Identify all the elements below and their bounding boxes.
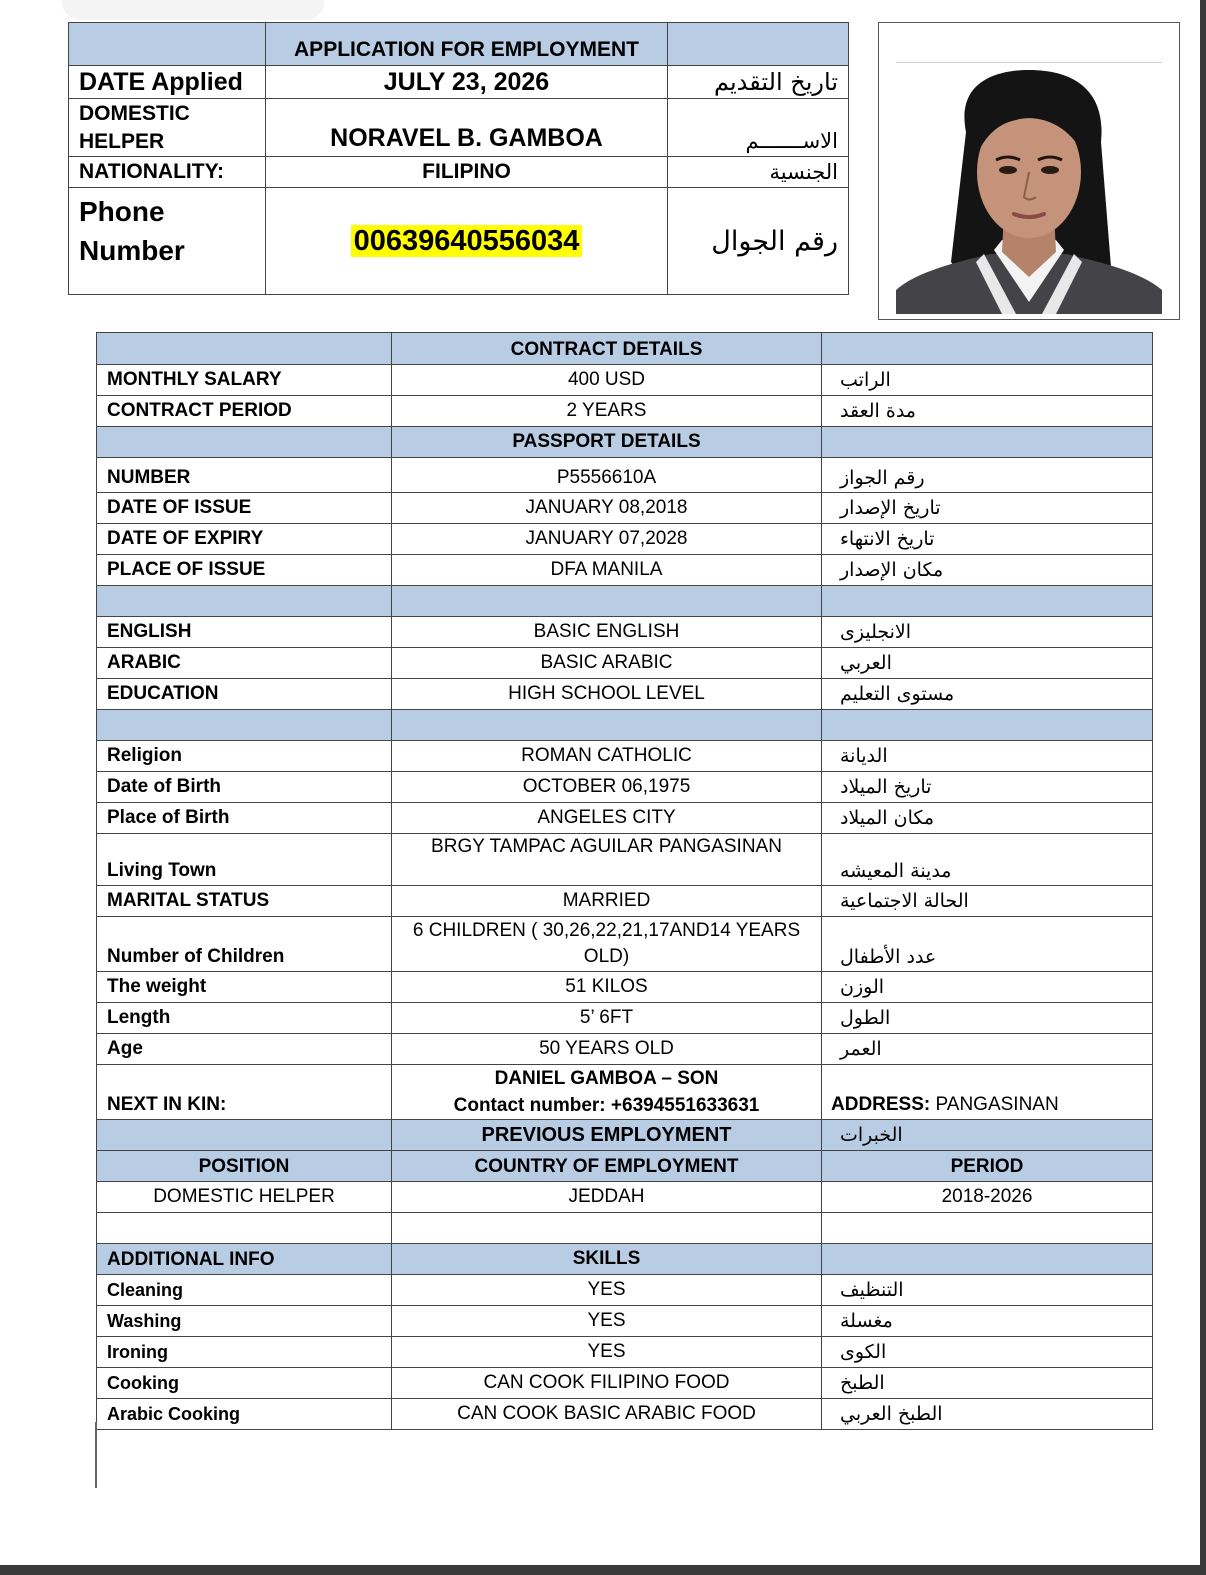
row-arabic: الطبخ العربي xyxy=(822,1399,1153,1430)
row-arabic: مدينة المعيشه xyxy=(822,834,1153,886)
table-row xyxy=(97,396,1153,427)
kin-address-label: ADDRESS: xyxy=(831,1094,931,1115)
phone-row xyxy=(69,188,849,295)
row-label: Arabic Cooking xyxy=(97,1399,392,1430)
row-value: OCTOBER 06,1975 xyxy=(392,772,822,803)
passport-header-row xyxy=(97,427,1153,458)
table-row xyxy=(97,741,1153,772)
row-arabic: مكان الإصدار xyxy=(822,555,1153,586)
row-value: P5556610A xyxy=(392,458,822,493)
row-value: BASIC ENGLISH xyxy=(392,617,822,648)
table-row xyxy=(97,1275,1153,1306)
table-row xyxy=(97,365,1153,396)
contract-header-row xyxy=(97,333,1153,365)
row-value: 6 CHILDREN ( 30,26,22,21,17AND14 YEARS OLD) xyxy=(392,917,822,972)
col-position: POSITION xyxy=(97,1151,392,1182)
row-arabic: مكان الميلاد xyxy=(822,803,1153,834)
row-arabic: الطول xyxy=(822,1003,1153,1034)
row-value: YES xyxy=(392,1275,822,1306)
employment-period: 2018-2026 xyxy=(822,1182,1153,1213)
passport-title: PASSPORT DETAILS xyxy=(392,427,822,458)
row-arabic: الحالة الاجتماعية xyxy=(822,886,1153,917)
date-applied-value: JULY 23, 2026 xyxy=(266,66,668,99)
header-title-row xyxy=(69,23,849,66)
row-label: MARITAL STATUS xyxy=(97,886,392,917)
applicant-photo xyxy=(896,62,1162,314)
row-label: Washing xyxy=(97,1306,392,1337)
date-applied-arabic: تاريخ التقديم xyxy=(668,66,849,99)
row-label: MONTHLY SALARY xyxy=(97,365,392,396)
table-row xyxy=(97,1034,1153,1065)
row-label: ARABIC xyxy=(97,648,392,679)
row-arabic: الديانة xyxy=(822,741,1153,772)
table-row xyxy=(97,555,1153,586)
row-arabic: الطبخ xyxy=(822,1368,1153,1399)
phone-label: Phone Number xyxy=(69,188,266,295)
row-label: DATE OF EXPIRY xyxy=(97,524,392,555)
row-arabic: تاريخ الميلاد xyxy=(822,772,1153,803)
row-arabic: التنظيف xyxy=(822,1275,1153,1306)
table-row xyxy=(97,803,1153,834)
row-label: Religion xyxy=(97,741,392,772)
row-label: The weight xyxy=(97,972,392,1003)
table-row xyxy=(97,1399,1153,1430)
row-arabic: رقم الجواز xyxy=(822,458,1153,493)
name-arabic: الاســـــــم xyxy=(668,99,849,157)
table-row xyxy=(97,493,1153,524)
row-value: BASIC ARABIC xyxy=(392,648,822,679)
row-arabic: تاريخ الإصدار xyxy=(822,493,1153,524)
skills-header-row xyxy=(97,1244,1153,1275)
employment-columns-row xyxy=(97,1151,1153,1182)
row-value: YES xyxy=(392,1337,822,1368)
table-row xyxy=(97,617,1153,648)
employment-position: DOMESTIC HELPER xyxy=(97,1182,392,1213)
blank-blue-row xyxy=(97,586,1153,617)
row-arabic: الانجليزى xyxy=(822,617,1153,648)
row-value: HIGH SCHOOL LEVEL xyxy=(392,679,822,710)
row-label: NUMBER xyxy=(97,458,392,493)
row-label: Cleaning xyxy=(97,1275,392,1306)
row-value: DFA MANILA xyxy=(392,555,822,586)
photo-frame xyxy=(878,22,1180,320)
row-value: BRGY TAMPAC AGUILAR PANGASINAN xyxy=(392,834,822,886)
row-label: Length xyxy=(97,1003,392,1034)
phone-arabic: رقم الجوال xyxy=(668,188,849,295)
employment-header-row xyxy=(97,1120,1153,1151)
table-row xyxy=(97,524,1153,555)
row-arabic: الوزن xyxy=(822,972,1153,1003)
blank-blue-row xyxy=(97,710,1153,741)
date-applied-row xyxy=(69,66,849,99)
nationality-label: NATIONALITY: xyxy=(69,157,266,188)
row-value: JANUARY 08,2018 xyxy=(392,493,822,524)
row-label: ENGLISH xyxy=(97,617,392,648)
kin-address xyxy=(822,1065,1153,1120)
applicant-name: NORAVEL B. GAMBOA xyxy=(266,99,668,157)
row-arabic: مغسلة xyxy=(822,1306,1153,1337)
table-row xyxy=(97,1306,1153,1337)
row-value: 50 YEARS OLD xyxy=(392,1034,822,1065)
row-label: Place of Birth xyxy=(97,803,392,834)
row-value: MARRIED xyxy=(392,886,822,917)
employment-arabic: الخبرات xyxy=(822,1120,1153,1151)
kin-address-value: PANGASINAN xyxy=(930,1094,1059,1115)
table-row xyxy=(97,886,1153,917)
employment-country: JEDDAH xyxy=(392,1182,822,1213)
table-row xyxy=(97,679,1153,710)
col-country: COUNTRY OF EMPLOYMENT xyxy=(392,1151,822,1182)
row-arabic: مستوى التعليم xyxy=(822,679,1153,710)
row-value: YES xyxy=(392,1306,822,1337)
row-value: ROMAN CATHOLIC xyxy=(392,741,822,772)
margin-line xyxy=(95,1422,97,1488)
kin-name: DANIEL GAMBOA – SON xyxy=(494,1068,719,1089)
row-label: Living Town xyxy=(97,834,392,886)
row-value: JANUARY 07,2028 xyxy=(392,524,822,555)
row-label: Age xyxy=(97,1034,392,1065)
row-arabic: الكوى xyxy=(822,1337,1153,1368)
nationality-row xyxy=(69,157,849,188)
phone-cell xyxy=(266,188,668,295)
row-label: Date of Birth xyxy=(97,772,392,803)
col-period: PERIOD xyxy=(822,1151,1153,1182)
kin-contact: Contact number: +6394551633631 xyxy=(453,1095,760,1116)
row-value: 5’ 6FT xyxy=(392,1003,822,1034)
row-label: CONTRACT PERIOD xyxy=(97,396,392,427)
row-value: 51 KILOS xyxy=(392,972,822,1003)
employment-title: PREVIOUS EMPLOYMENT xyxy=(392,1120,822,1151)
page-tab-shape xyxy=(62,0,324,20)
header-table xyxy=(68,22,849,295)
row-value: ANGELES CITY xyxy=(392,803,822,834)
blank-row xyxy=(97,1213,1153,1244)
row-value: CAN COOK BASIC ARABIC FOOD xyxy=(392,1399,822,1430)
table-row xyxy=(97,1182,1153,1213)
table-row xyxy=(97,648,1153,679)
details-table xyxy=(96,332,1153,1430)
application-title: APPLICATION FOR EMPLOYMENT xyxy=(266,23,668,66)
row-arabic: تاريخ الانتهاء xyxy=(822,524,1153,555)
row-label: Cooking xyxy=(97,1368,392,1399)
nationality-value: FILIPINO xyxy=(266,157,668,188)
row-label: PLACE OF ISSUE xyxy=(97,555,392,586)
row-arabic: مدة العقد xyxy=(822,396,1153,427)
row-arabic: الراتب xyxy=(822,365,1153,396)
row-arabic: العمر xyxy=(822,1034,1153,1065)
table-row xyxy=(97,917,1153,972)
table-row xyxy=(97,458,1153,493)
kin-label: NEXT IN KIN: xyxy=(97,1065,392,1120)
kin-details xyxy=(392,1065,822,1120)
date-applied-label: DATE Applied xyxy=(69,66,266,99)
table-row xyxy=(97,1337,1153,1368)
row-label: Ironing xyxy=(97,1337,392,1368)
domestic-helper-label: DOMESTIC HELPER xyxy=(69,99,266,157)
next-of-kin-row xyxy=(97,1065,1153,1120)
row-label: Number of Children xyxy=(97,917,392,972)
nationality-arabic: الجنسية xyxy=(668,157,849,188)
table-row xyxy=(97,1368,1153,1399)
row-value: 2 YEARS xyxy=(392,396,822,427)
table-row xyxy=(97,972,1153,1003)
row-value: CAN COOK FILIPINO FOOD xyxy=(392,1368,822,1399)
table-row xyxy=(97,1003,1153,1034)
row-label: DATE OF ISSUE xyxy=(97,493,392,524)
row-label: EDUCATION xyxy=(97,679,392,710)
skills-title: SKILLS xyxy=(392,1244,822,1275)
row-value: 400 USD xyxy=(392,365,822,396)
row-arabic: العربي xyxy=(822,648,1153,679)
domestic-helper-row xyxy=(69,99,849,157)
contract-title: CONTRACT DETAILS xyxy=(392,333,822,365)
row-arabic: عدد الأطفال xyxy=(822,917,1153,972)
phone-number: 00639640556034 xyxy=(351,225,583,257)
table-row xyxy=(97,834,1153,886)
additional-info-title: ADDITIONAL INFO xyxy=(97,1244,392,1275)
table-row xyxy=(97,772,1153,803)
